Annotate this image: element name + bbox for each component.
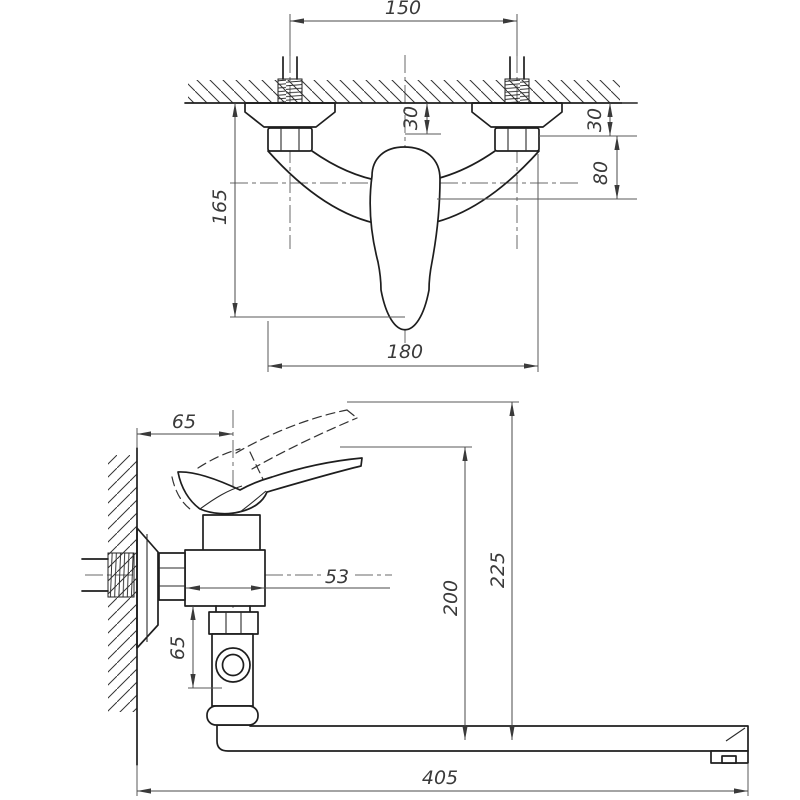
dim-label-150: 150 (384, 0, 422, 19)
dim-label-225: 225 (487, 551, 509, 589)
dim-label-180: 180 (386, 341, 424, 363)
wall-section-front (185, 80, 637, 103)
cartridge-housing (203, 515, 260, 551)
handle-side (178, 458, 362, 514)
dim-label-65-top: 65 (171, 411, 197, 433)
spout-assembly (207, 606, 748, 763)
column-cap (207, 706, 258, 725)
dim-label-405: 405 (421, 767, 459, 789)
body-block-side (185, 550, 265, 606)
dim-label-30-right: 30 (584, 107, 606, 133)
handle-front (370, 147, 440, 330)
dim-label-200: 200 (440, 579, 462, 617)
dim-label-53: 53 (324, 566, 350, 588)
dim-label-65-side: 65 (167, 635, 189, 661)
spout-nut (209, 612, 258, 634)
dim-label-80: 80 (590, 160, 612, 186)
spout-tube (217, 725, 748, 751)
side-view (82, 402, 748, 796)
diverter-button (223, 655, 244, 676)
front-view (185, 0, 637, 372)
wall-section-side (108, 448, 137, 765)
dim-label-165: 165 (209, 188, 231, 226)
dim-label-30-center: 30 (400, 105, 422, 131)
